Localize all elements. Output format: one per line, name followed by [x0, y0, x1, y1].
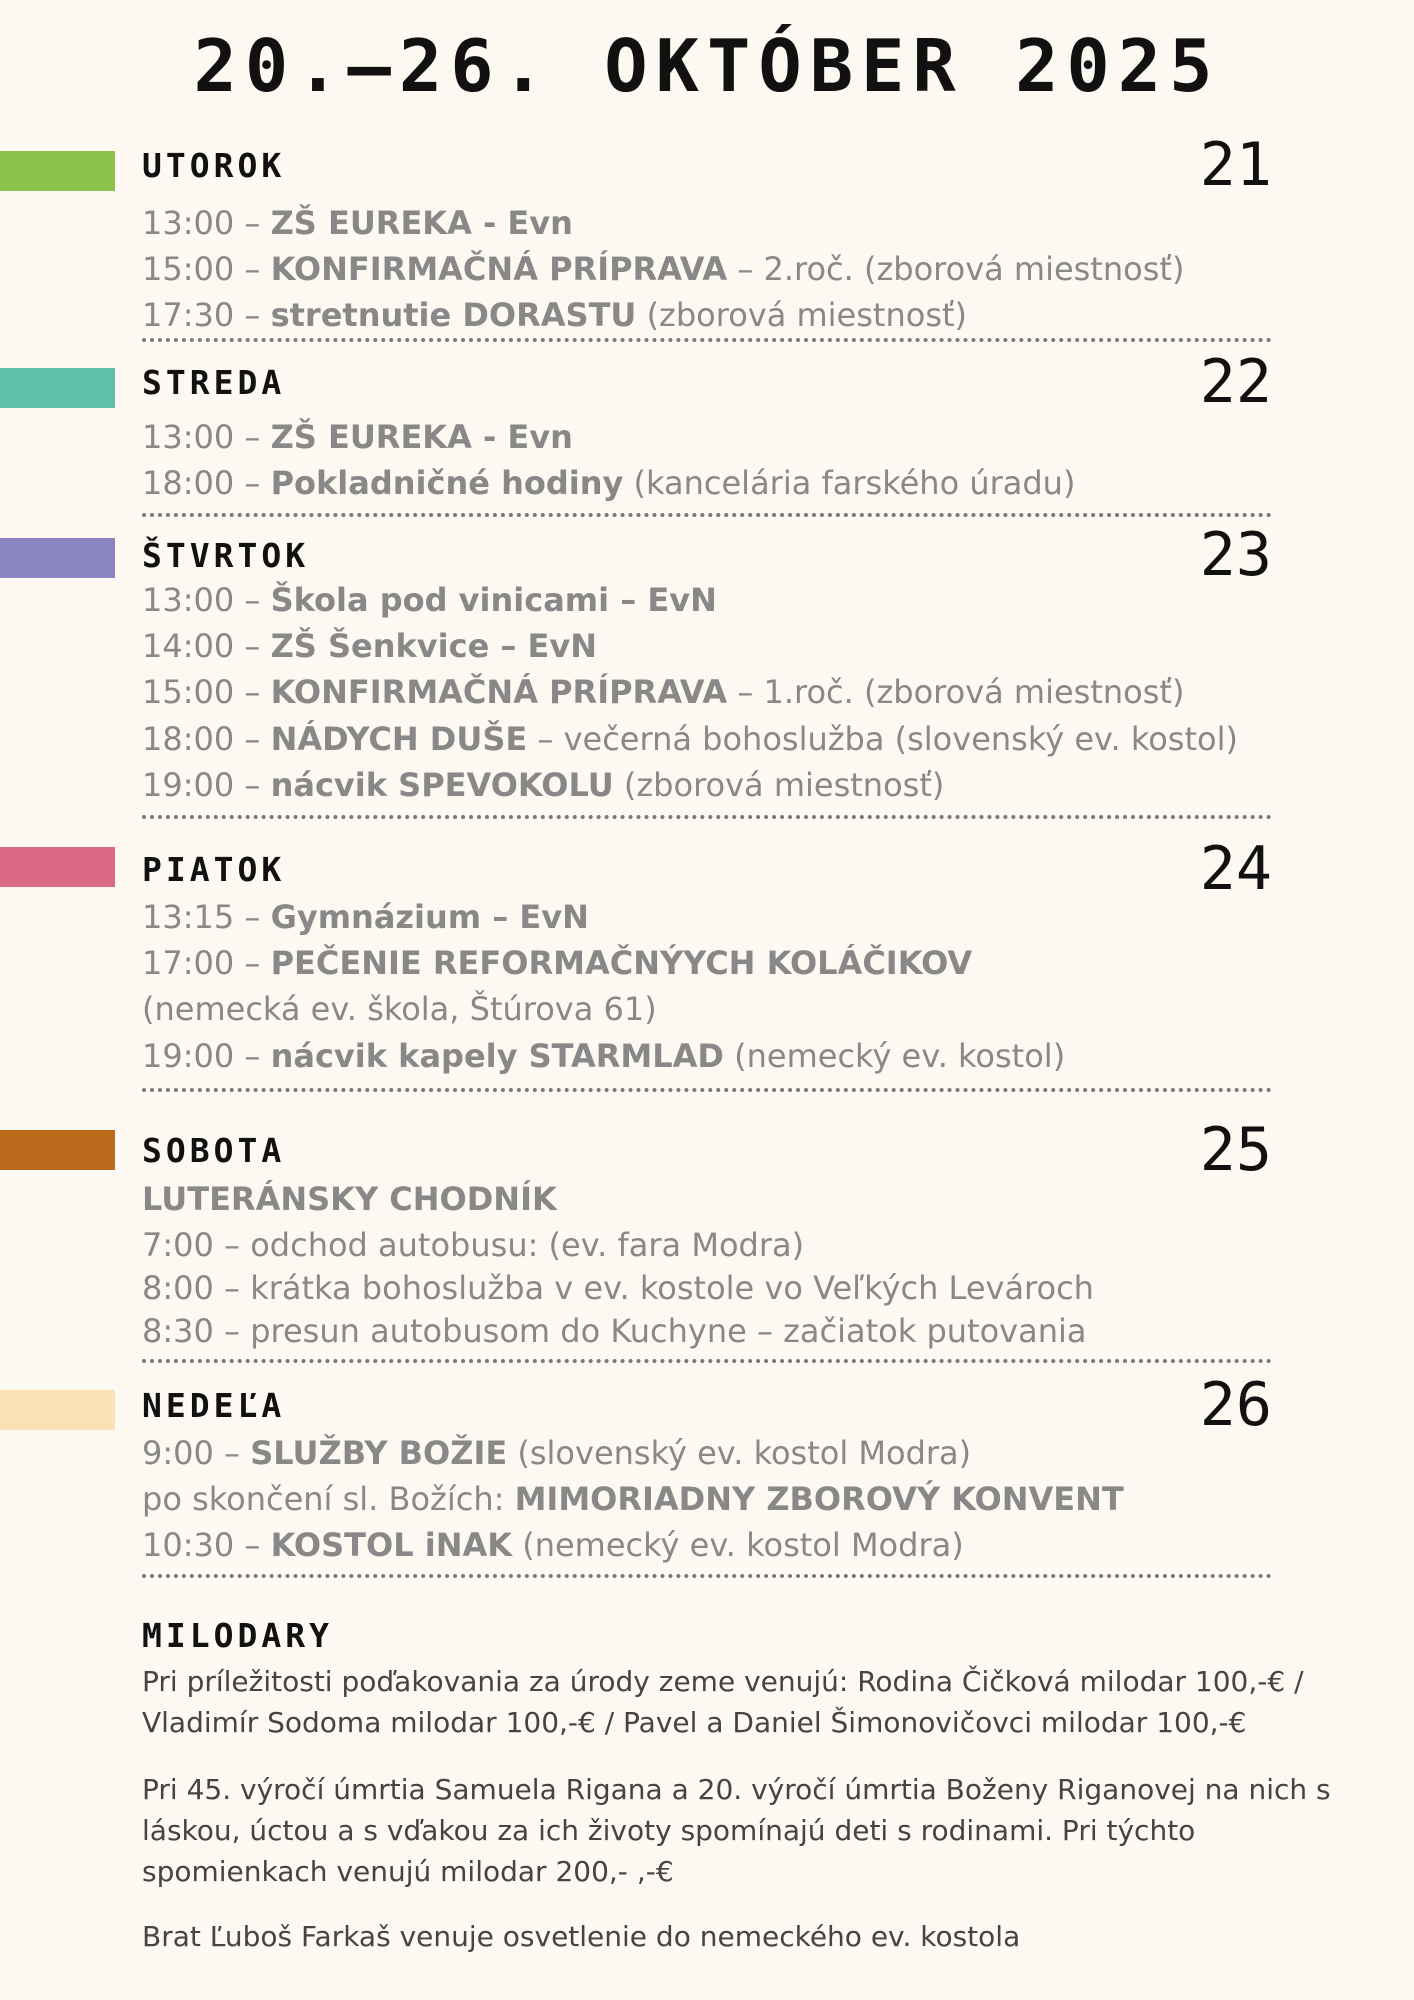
event-title: SLUŽBY BOŽIE	[250, 1434, 508, 1472]
event-title: ZŠ EUREKA - Evn	[270, 204, 573, 242]
event-text: 8:00 – krátka bohoslužba v ev. kostole vo Veľkých Levároch	[142, 1269, 1094, 1307]
day-number: 24	[1199, 834, 1272, 904]
event-line	[142, 627, 597, 665]
event-text: 13:00 –	[142, 418, 271, 456]
milodary-heading: MILODARY	[142, 1616, 333, 1655]
dotted-divider	[142, 513, 1272, 517]
event-text: 13:15 –	[142, 898, 271, 936]
page-title: 20.–26. OKTÓBER 2025	[193, 24, 1221, 108]
event-text: 19:00 –	[142, 1037, 271, 1075]
event-text: (nemecký ev. kostol Modra)	[512, 1526, 964, 1564]
event-text: 18:00 –	[142, 464, 271, 502]
event-line	[142, 581, 717, 619]
event-title: MIMORIADNY ZBOROVÝ KONVENT	[514, 1480, 1124, 1518]
event-line	[142, 720, 1238, 758]
event-line	[142, 766, 944, 804]
event-text: 7:00 – odchod autobusu: (ev. fara Modra)	[142, 1226, 805, 1264]
event-text: po skončení sl. Božích:	[142, 1480, 515, 1518]
event-line	[142, 1526, 964, 1564]
event-text: – večerná bohoslužba (slovenský ev. kostol)	[527, 720, 1238, 758]
dotted-divider	[142, 815, 1272, 819]
day-name: STREDA	[142, 363, 286, 402]
day-number: 25	[1199, 1115, 1272, 1185]
dotted-divider	[142, 1359, 1272, 1363]
event-text: 19:00 –	[142, 766, 271, 804]
day-color-bar	[0, 368, 115, 408]
milodary-paragraph: Brat Ľuboš Farkaš venuje osvetlenie do nemeckého ev. kostola	[142, 1920, 1021, 1953]
event-line	[142, 1037, 1065, 1075]
day-number: 22	[1199, 347, 1272, 417]
event-title: stretnutie DORASTU	[270, 296, 637, 334]
milodary-paragraph: Pri príležitosti poďakovania za úrody zeme venujú: Rodina Čičková milodar 100,-€ / Vladimír Sodoma milodar 100,-€ / Pavel a Daniel Šimonovičovci milodar 100,-€	[142, 1665, 1304, 1739]
event-text: 9:00 –	[142, 1434, 251, 1472]
day-number: 23	[1199, 520, 1272, 590]
event-title: Pokladničné hodiny	[270, 464, 624, 502]
event-line	[142, 990, 657, 1028]
event-line	[142, 673, 1184, 711]
dotted-divider	[142, 338, 1272, 342]
event-line	[142, 1434, 971, 1472]
event-line	[142, 944, 972, 982]
event-text: 10:30 –	[142, 1526, 271, 1564]
day-color-bar	[0, 1390, 115, 1430]
day-name: SOBOTA	[142, 1131, 286, 1170]
event-text: 13:00 –	[142, 581, 271, 619]
event-line	[142, 464, 1075, 502]
event-text: (nemecká ev. škola, Štúrova 61)	[142, 990, 657, 1028]
day-number: 21	[1199, 130, 1272, 200]
event-text: 15:00 –	[142, 250, 271, 288]
event-text: – 1.roč. (zborová miestnosť)	[727, 673, 1185, 711]
event-text: 17:30 –	[142, 296, 271, 334]
event-text: (slovenský ev. kostol Modra)	[507, 1434, 972, 1472]
event-line	[142, 1480, 1124, 1518]
event-text: 18:00 –	[142, 720, 271, 758]
event-text: (nemecký ev. kostol)	[723, 1037, 1066, 1075]
dotted-divider	[142, 1574, 1272, 1578]
event-title: nácvik kapely STARMLAD	[270, 1037, 724, 1075]
day-color-bar	[0, 1130, 115, 1170]
event-text: 17:00 –	[142, 944, 271, 982]
event-line	[142, 296, 967, 334]
event-title: ZŠ EUREKA - Evn	[270, 418, 573, 456]
event-line	[142, 898, 589, 936]
event-title: NÁDYCH DUŠE	[270, 720, 528, 758]
event-line	[142, 1312, 1087, 1350]
event-title: KOSTOL iNAK	[270, 1526, 513, 1564]
event-title: PEČENIE REFORMAČNÝYCH KOLÁČIKOV	[270, 944, 973, 982]
event-text: 8:30 – presun autobusom do Kuchyne – začiatok putovania	[142, 1312, 1087, 1350]
day-name: PIATOK	[142, 850, 286, 889]
dotted-divider	[142, 1088, 1272, 1092]
event-text: 13:00 –	[142, 204, 271, 242]
event-line	[142, 250, 1184, 288]
event-line	[142, 1226, 804, 1264]
event-title: Gymnázium – EvN	[270, 898, 589, 936]
event-line	[142, 204, 573, 242]
event-title: nácvik SPEVOKOLU	[270, 766, 614, 804]
day-name: NEDEĽA	[142, 1386, 286, 1425]
day-color-bar	[0, 538, 115, 578]
event-line	[142, 418, 573, 456]
event-text: – 2.roč. (zborová miestnosť)	[727, 250, 1185, 288]
day-number: 26	[1199, 1370, 1272, 1440]
day-name: UTOROK	[142, 146, 286, 185]
day-name: ŠTVRTOK	[142, 536, 310, 575]
event-line	[142, 1269, 1094, 1307]
event-title: KONFIRMAČNÁ PRÍPRAVA	[270, 673, 728, 711]
milodary-paragraph: Pri 45. výročí úmrtia Samuela Rigana a 20. výročí úmrtia Boženy Riganovej na nich s láskou, úctou a s vďakou za ich životy spomínajú deti s rodinami. Pri týchto spomienkach venujú milodar 200,- ,-€	[142, 1773, 1331, 1888]
event-title: LUTERÁNSKY CHODNÍK	[142, 1180, 557, 1218]
event-text: 15:00 –	[142, 673, 271, 711]
event-text: (kancelária farského úradu)	[623, 464, 1076, 502]
event-text: (zborová miestnosť)	[613, 766, 945, 804]
event-text: (zborová miestnosť)	[636, 296, 968, 334]
event-title: Škola pod vinicami – EvN	[270, 581, 717, 619]
day-color-bar	[0, 847, 115, 887]
event-title: ZŠ Šenkvice – EvN	[270, 627, 598, 665]
event-line	[142, 1180, 557, 1218]
event-text: 14:00 –	[142, 627, 271, 665]
event-title: KONFIRMAČNÁ PRÍPRAVA	[270, 250, 728, 288]
day-color-bar	[0, 151, 115, 191]
